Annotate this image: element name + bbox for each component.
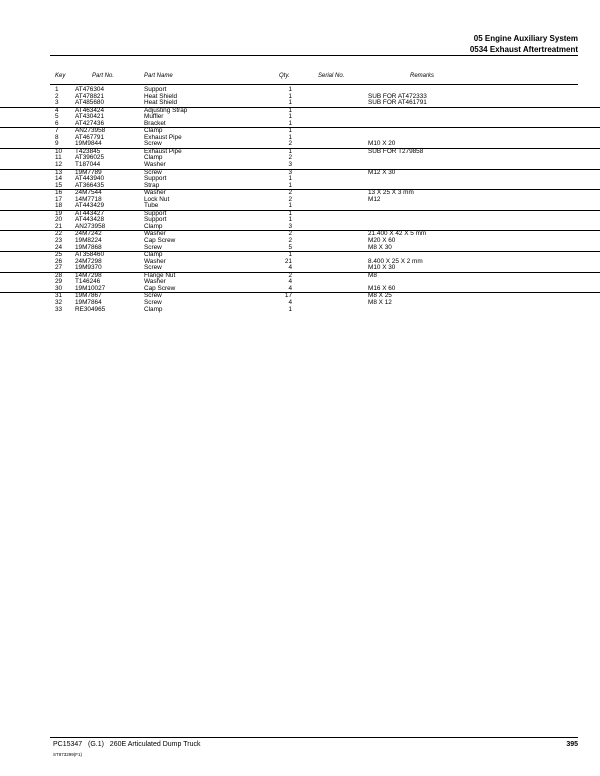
page-number: 395 bbox=[566, 741, 578, 748]
row-remarks: M20 X 60 bbox=[368, 237, 396, 245]
section-title: 05 Engine Auxiliary System bbox=[473, 34, 578, 43]
row-key: 7 bbox=[55, 127, 59, 135]
row-part-no: 24M7298 bbox=[75, 257, 102, 265]
row-qty: 17 bbox=[284, 292, 292, 300]
parts-table bbox=[0, 87, 600, 313]
row-key: 11 bbox=[55, 154, 62, 162]
row-remarks: 13 X 25 X 3 mm bbox=[368, 189, 414, 197]
row-remarks: 8.400 X 25 X 2 mm bbox=[368, 257, 423, 265]
row-key: 18 bbox=[55, 202, 63, 210]
row-qty: 1 bbox=[288, 113, 292, 121]
row-key: 16 bbox=[55, 189, 63, 197]
row-part-name: Screw bbox=[144, 298, 162, 306]
row-qty: 2 bbox=[288, 140, 292, 148]
row-remarks: M12 X 30 bbox=[368, 168, 396, 176]
row-part-name: Cap Screw bbox=[144, 237, 176, 245]
row-part-name: Support bbox=[144, 175, 167, 183]
row-key: 24 bbox=[55, 243, 63, 251]
row-part-name: Adjusting Strap bbox=[144, 106, 188, 114]
row-qty: 1 bbox=[288, 147, 292, 155]
row-key: 5 bbox=[55, 113, 59, 121]
column-header-remarks: Remarks bbox=[410, 73, 435, 79]
row-part-name: Clamp bbox=[144, 251, 163, 259]
row-key: 32 bbox=[55, 298, 63, 306]
row-part-name: Support bbox=[144, 209, 167, 217]
row-part-name: Flange Nut bbox=[144, 271, 176, 279]
row-part-name: Bracket bbox=[144, 119, 166, 127]
row-remarks: M8 X 30 bbox=[368, 243, 392, 251]
row-part-no: AT485680 bbox=[75, 99, 105, 107]
row-key: 3 bbox=[55, 99, 59, 107]
row-part-name: Clamp bbox=[144, 305, 163, 313]
row-part-no: 24M7544 bbox=[75, 189, 102, 197]
row-part-name: Screw bbox=[144, 292, 162, 300]
row-part-no: AT358460 bbox=[75, 251, 105, 259]
row-part-name: Washer bbox=[144, 161, 166, 169]
row-key: 20 bbox=[55, 216, 63, 224]
row-key: 6 bbox=[55, 119, 59, 127]
row-key: 31 bbox=[55, 292, 63, 300]
row-remarks: M16 X 60 bbox=[368, 284, 396, 292]
row-part-no: AT366435 bbox=[75, 181, 105, 189]
row-part-name: Screw bbox=[144, 243, 162, 251]
row-qty: 1 bbox=[288, 209, 292, 217]
row-part-no: RE304965 bbox=[75, 305, 106, 313]
row-key: 10 bbox=[55, 147, 63, 155]
row-key: 1 bbox=[55, 86, 59, 93]
row-qty: 2 bbox=[288, 195, 292, 203]
row-part-name: Washer bbox=[144, 189, 166, 197]
row-part-no: AT427436 bbox=[75, 119, 105, 127]
row-qty: 1 bbox=[288, 106, 292, 114]
row-qty: 2 bbox=[288, 189, 292, 197]
row-part-no: 14M7298 bbox=[75, 271, 102, 279]
row-part-name: Tube bbox=[144, 202, 159, 210]
column-header-rule bbox=[50, 84, 578, 85]
row-remarks: 21.400 X 42 X 5 mm bbox=[368, 230, 427, 238]
row-part-no: 19M9844 bbox=[75, 140, 102, 148]
row-qty: 4 bbox=[288, 264, 292, 272]
row-qty: 21 bbox=[284, 257, 292, 265]
row-key: 21 bbox=[55, 222, 63, 230]
row-qty: 1 bbox=[288, 133, 292, 141]
row-part-no: T423845 bbox=[75, 147, 101, 155]
row-qty: 1 bbox=[288, 127, 292, 135]
footer-publication: PC15347 (G.1) 260E Articulated Dump Truck bbox=[53, 741, 201, 748]
row-part-no: AN273958 bbox=[75, 222, 106, 230]
row-part-name: Heat Shield bbox=[144, 92, 178, 100]
row-part-no: 19M8224 bbox=[75, 237, 102, 245]
row-qty: 1 bbox=[288, 305, 292, 313]
row-part-name: Support bbox=[144, 86, 167, 93]
row-part-name: Muffler bbox=[144, 113, 164, 121]
row-qty: 1 bbox=[288, 99, 292, 107]
row-key: 12 bbox=[55, 161, 63, 169]
row-key: 8 bbox=[55, 133, 59, 141]
row-key: 33 bbox=[55, 305, 63, 313]
row-remarks: M10 X 20 bbox=[368, 140, 396, 148]
row-part-name: Lock Nut bbox=[144, 195, 170, 203]
row-part-no: AT396025 bbox=[75, 154, 105, 162]
row-qty: 1 bbox=[288, 92, 292, 100]
row-part-name: Clamp bbox=[144, 154, 163, 162]
row-key: 14 bbox=[55, 175, 63, 183]
row-part-no: 24M7242 bbox=[75, 230, 102, 238]
row-part-name: Screw bbox=[144, 140, 162, 148]
footer-code: ST873299(F1) bbox=[53, 752, 83, 757]
row-part-no: AT478821 bbox=[75, 92, 105, 100]
row-key: 19 bbox=[55, 209, 63, 217]
row-part-no: T146246 bbox=[75, 278, 101, 286]
row-part-name: Clamp bbox=[144, 222, 163, 230]
row-qty: 1 bbox=[288, 251, 292, 259]
column-header-part-name: Part Name bbox=[144, 73, 173, 79]
row-key: 15 bbox=[55, 181, 63, 189]
row-part-no: AT443429 bbox=[75, 202, 105, 210]
row-qty: 4 bbox=[288, 298, 292, 306]
header-rule bbox=[50, 55, 578, 56]
column-header-serial-no: Serial No. bbox=[318, 73, 345, 79]
column-header-key: Key bbox=[55, 73, 66, 79]
row-part-name: Strap bbox=[144, 181, 160, 189]
row-key: 30 bbox=[55, 284, 63, 292]
row-part-no: AT430421 bbox=[75, 113, 105, 121]
row-part-no: AN273958 bbox=[75, 127, 106, 135]
row-key: 4 bbox=[55, 106, 59, 114]
table-row bbox=[0, 307, 600, 314]
row-part-no: AT443427 bbox=[75, 209, 105, 217]
row-key: 2 bbox=[55, 92, 59, 100]
row-qty: 2 bbox=[288, 154, 292, 162]
row-part-no: 19M7868 bbox=[75, 243, 102, 251]
row-key: 17 bbox=[55, 195, 63, 203]
row-part-no: T187044 bbox=[75, 161, 101, 169]
row-qty: 1 bbox=[288, 175, 292, 183]
row-remarks: SUB FOR AT472333 bbox=[368, 92, 427, 100]
row-qty: 3 bbox=[288, 222, 292, 230]
row-qty: 2 bbox=[288, 271, 292, 279]
row-key: 29 bbox=[55, 278, 63, 286]
row-remarks: M8 bbox=[368, 271, 377, 279]
row-part-name: Clamp bbox=[144, 127, 163, 135]
row-key: 9 bbox=[55, 140, 59, 148]
subsection-title: 0534 Exhaust Aftertreatment bbox=[469, 45, 578, 54]
row-part-no: 19M7867 bbox=[75, 292, 102, 300]
row-remarks: M10 X 30 bbox=[368, 264, 396, 272]
row-part-no: AT476304 bbox=[75, 86, 105, 93]
row-qty: 3 bbox=[288, 168, 292, 176]
row-key: 28 bbox=[55, 271, 63, 279]
row-part-no: AT467791 bbox=[75, 133, 105, 141]
row-qty: 1 bbox=[288, 119, 292, 127]
row-part-no: AT463424 bbox=[75, 106, 105, 114]
row-key: 26 bbox=[55, 257, 63, 265]
row-key: 13 bbox=[55, 168, 63, 176]
row-qty: 1 bbox=[288, 181, 292, 189]
row-qty: 2 bbox=[288, 237, 292, 245]
row-part-name: Washer bbox=[144, 230, 166, 238]
row-part-name: Exhaust Pipe bbox=[144, 147, 182, 155]
row-part-name: Support bbox=[144, 216, 167, 224]
row-part-name: Exhaust Pipe bbox=[144, 133, 182, 141]
row-part-no: AT443940 bbox=[75, 175, 105, 183]
row-part-name: Washer bbox=[144, 278, 166, 286]
row-remarks: M8 X 25 bbox=[368, 292, 392, 300]
row-part-no: AT443428 bbox=[75, 216, 105, 224]
row-key: 23 bbox=[55, 237, 63, 245]
row-part-name: Cap Screw bbox=[144, 284, 176, 292]
row-part-no: 19M9370 bbox=[75, 264, 102, 272]
row-remarks: M8 X 12 bbox=[368, 298, 392, 306]
column-header-qty: Qty. bbox=[279, 73, 290, 79]
row-part-no: 19M7864 bbox=[75, 298, 102, 306]
row-qty: 1 bbox=[288, 202, 292, 210]
row-remarks: M12 bbox=[368, 195, 381, 203]
row-key: 27 bbox=[55, 264, 63, 272]
row-qty: 2 bbox=[288, 230, 292, 238]
row-part-no: 19M7789 bbox=[75, 168, 102, 176]
row-key: 25 bbox=[55, 251, 63, 259]
row-part-name: Washer bbox=[144, 257, 166, 265]
row-part-name: Heat Shield bbox=[144, 99, 178, 107]
column-header-part-no: Part No. bbox=[92, 73, 115, 79]
row-remarks: SUB FOR AT461791 bbox=[368, 99, 427, 107]
row-part-no: 19M10027 bbox=[75, 284, 106, 292]
row-part-no: 14M7718 bbox=[75, 195, 102, 203]
row-part-name: Screw bbox=[144, 264, 162, 272]
row-key: 22 bbox=[55, 230, 63, 238]
row-remarks: SUB FOR T279858 bbox=[368, 147, 424, 155]
row-qty: 4 bbox=[288, 284, 292, 292]
row-qty: 1 bbox=[288, 216, 292, 224]
row-part-name: Screw bbox=[144, 168, 162, 176]
row-qty: 1 bbox=[288, 86, 292, 93]
row-qty: 5 bbox=[288, 243, 292, 251]
footer-rule bbox=[50, 737, 578, 738]
row-qty: 3 bbox=[288, 161, 292, 169]
row-qty: 4 bbox=[288, 278, 292, 286]
